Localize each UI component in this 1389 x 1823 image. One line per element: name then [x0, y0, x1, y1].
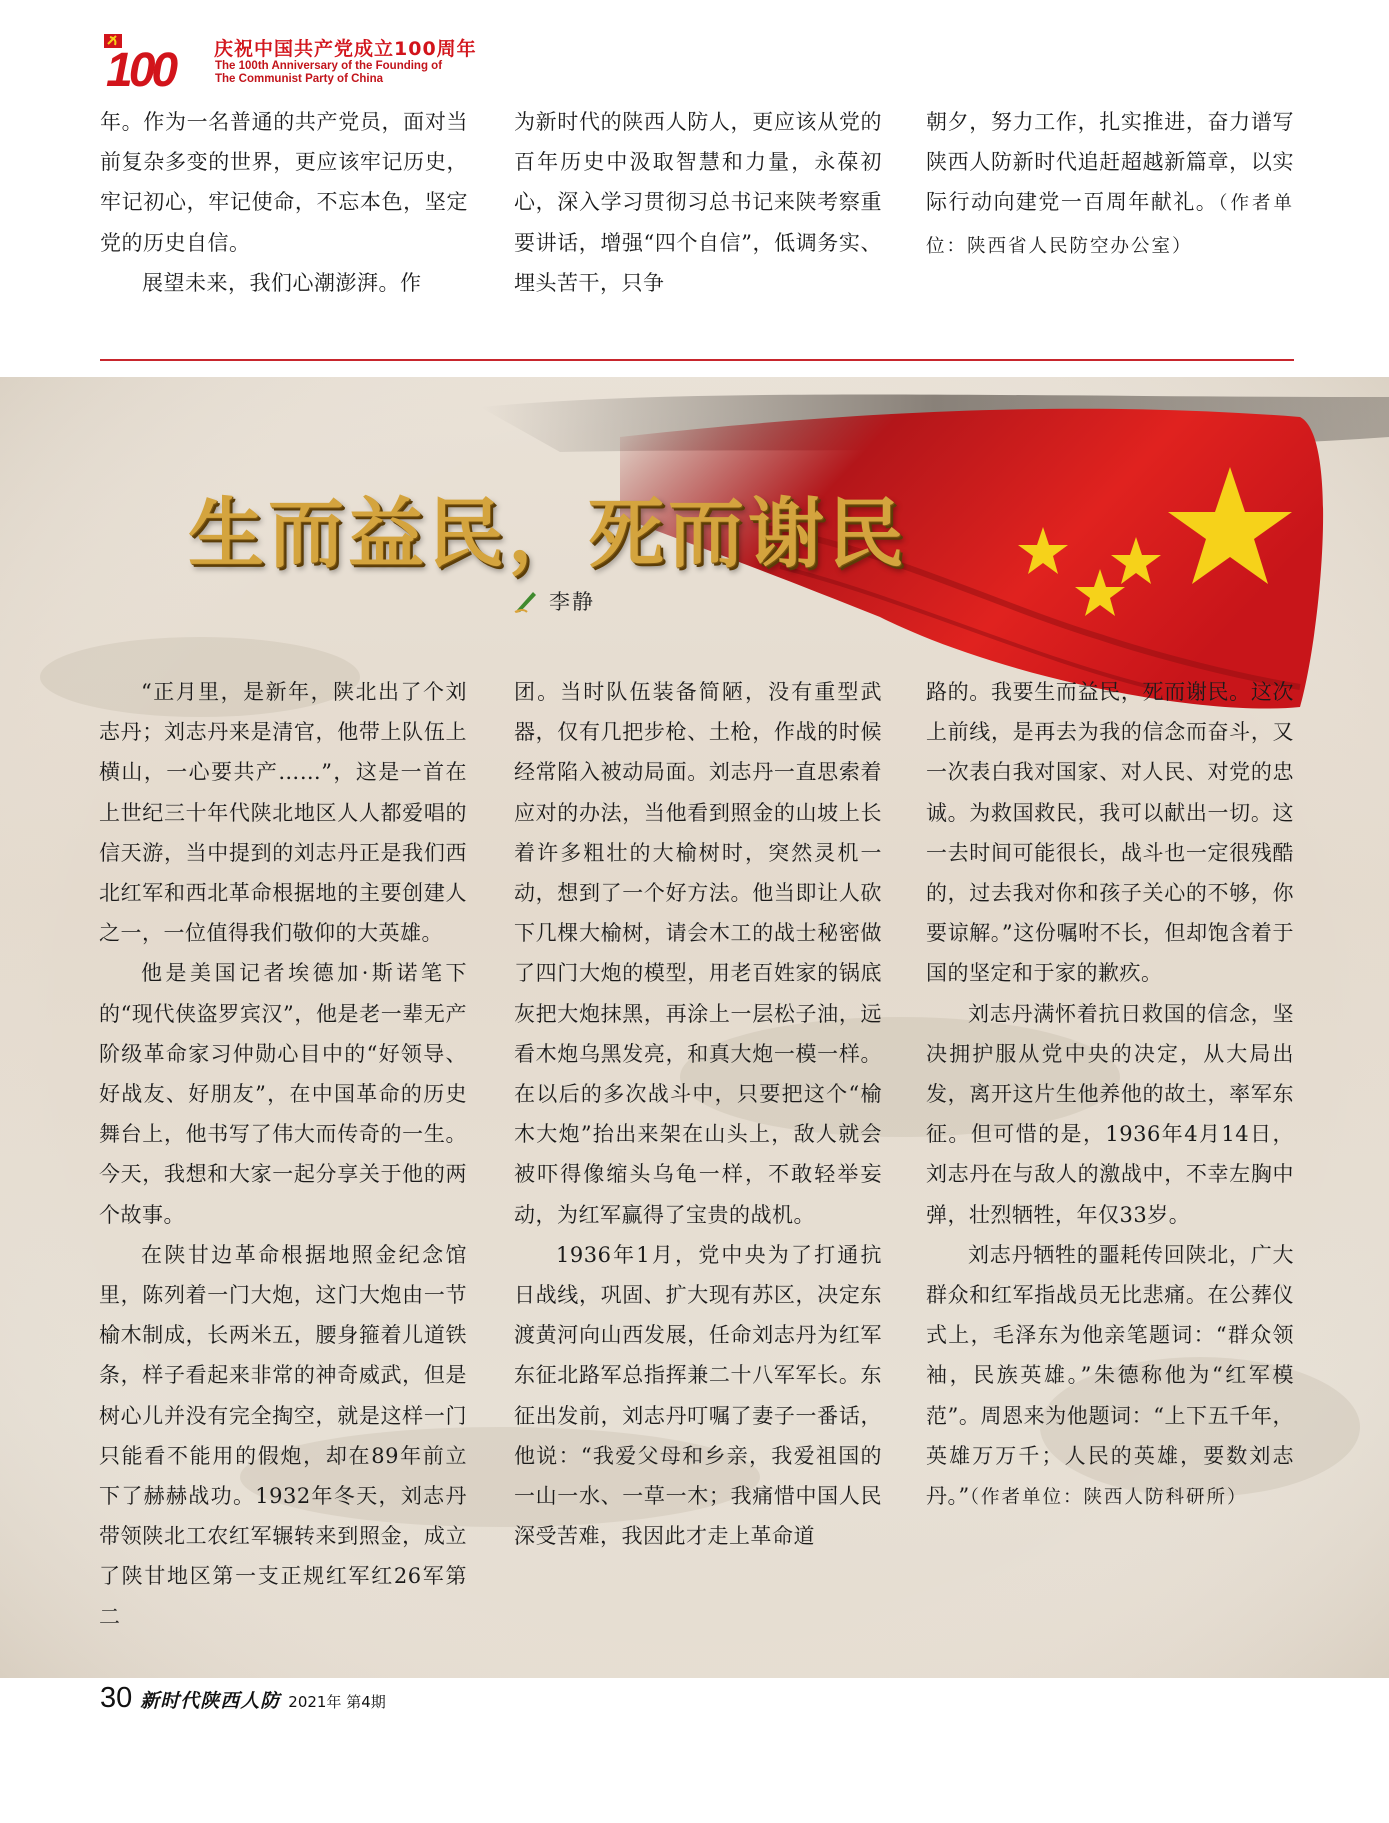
issue-label: 2021年 第4期	[288, 1693, 386, 1711]
page-number: 30	[100, 1682, 133, 1714]
article-col-3	[926, 672, 1294, 1518]
section-divider	[100, 359, 1294, 361]
anniversary-100-logo	[102, 30, 212, 92]
prev-article-col-3	[926, 102, 1294, 267]
paragraph: 团。当时队伍装备简陋，没有重型武器，仅有几把步枪、土枪，作战的时候经常陷入被动局面。刘志丹一直思索着应对的办法，当他看到照金的山坡上长着许多粗壮的大榆树时，突然灵机一动，想到了一个好方法。他当即让人砍下几棵大榆树，请会木工的战士秘密做了四门大炮的模型，用老百姓家的锅底灰把大炮抹黑，再涂上一层松子油，远看木炮乌黑发亮，和真大炮一模一样。在以后的多次战斗中，只要把这个“榆木大炮”抬出来架在山头上，敌人就会被吓得像缩头乌龟一样，不敢轻举妄动，为红军赢得了宝贵的战机。	[514, 680, 882, 1227]
author-name: 李静	[549, 590, 595, 614]
page-footer	[100, 1682, 386, 1715]
paragraph: 刘志丹满怀着抗日救国的信念，坚决拥护服从党中央的决定，从大局出发，离开这片生他养他的故土，率军东征。但可惜的是，1936年4月14日，刘志丹在与敌人的激战中，不幸左胸中弹，壮烈牺牲，年仅33岁。	[926, 1001, 1294, 1227]
author-affiliation: （作者单位：陕西省人民防空办公室）	[926, 193, 1294, 257]
article-title: 生而益民，死而谢民	[188, 489, 908, 578]
author-affiliation: （作者单位：陕西人防科研所）	[969, 1487, 1248, 1509]
prev-article-col-1	[100, 102, 468, 303]
paragraph	[926, 1235, 1294, 1518]
paragraph	[926, 102, 1294, 267]
magazine-name: 新时代陕西人防	[140, 1690, 281, 1712]
article-col-2	[514, 672, 882, 1556]
header-title-en-line2: The Communist Party of China	[215, 73, 384, 85]
paragraph: “正月里，是新年，陕北出了个刘志丹；刘志丹来是清官，他带上队伍上横山，一心要共产……”，这是一首在上世纪三十年代陕北地区人人都爱唱的信天游，当中提到的刘志丹正是我们西北红军和西北革命根据地的主要创建人之一，一位值得我们敬仰的大英雄。	[99, 680, 467, 946]
byline	[513, 586, 595, 616]
header-title-cn: 庆祝中国共产党成立100周年	[214, 38, 477, 60]
header-title-en-line1: The 100th Anniversary of the Founding of	[215, 60, 443, 72]
paragraph-text: 刘志丹牺牲的噩耗传回陕北，广大群众和红军指战员无比悲痛。在公葬仪式上，毛泽东为他亲笔题词：“群众领袖，民族英雄。”朱德称他为“红军模范”。周恩来为他题词：“上下五千年，英雄万万千；人民的英雄，要数刘志丹。”	[926, 1242, 1294, 1509]
paragraph: 年。作为一名普通的共产党员，面对当前复杂多变的世界，更应该牢记历史，牢记初心，牢记使命，不忘本色，坚定党的历史自信。	[100, 110, 468, 255]
logo-number: 100	[106, 44, 175, 92]
paragraph: 在陕甘边革命根据地照金纪念馆里，陈列着一门大炮，这门大炮由一节榆木制成，长两米五，腰身箍着儿道铁条，样子看起来非常的神奇威武，但是树心儿并没有完全掏空，就是这样一门只能看不能用的假炮，却在89年前立下了赫赫战功。1932年冬天，刘志丹带领陕北工农红军辗转来到照金，成立了陕甘地区第一支正规红军红26军第二	[99, 1242, 467, 1629]
prev-article-col-2	[514, 102, 882, 303]
paragraph: 1936年1月，党中央为了打通抗日战线，巩固、扩大现有苏区，决定东渡黄河向山西发展，任命刘志丹为红军东征北路军总指挥兼二十八军军长。东征出发前，刘志丹叮嘱了妻子一番话，他说：“我爱父母和乡亲，我爱祖国的一山一水、一草一木；我痛惜中国人民深受苦难，我因此才走上革命道	[514, 1242, 882, 1549]
paragraph: 展望未来，我们心潮澎湃。作	[142, 270, 422, 295]
paragraph-text: 朝夕，努力工作，扎实推进，奋力谱写陕西人防新时代追赶超越新篇章，以实际行动向建党一百周年献礼。	[926, 110, 1294, 215]
article-col-1	[99, 672, 467, 1637]
pen-icon	[513, 588, 539, 614]
paragraph: 为新时代的陕西人防人，更应该从党的百年历史中汲取智慧和力量，永葆初心，深入学习贯彻习总书记来陕考察重要讲话，增强“四个自信”，低调务实、埋头苦干，只争	[514, 110, 882, 295]
paragraph: 路的。我要生而益民，死而谢民。这次上前线，是再去为我的信念而奋斗，又一次表白我对国家、对人民、对党的忠诚。为救国救民，我可以献出一切。这一去时间可能很长，战斗也一定很残酷的，过去我对你和孩子关心的不够，你要谅解。”这份嘱咐不长，但却饱含着于国的坚定和于家的歉疚。	[926, 680, 1294, 986]
paragraph: 他是美国记者埃德加·斯诺笔下的“现代侠盗罗宾汉”，他是老一辈无产阶级革命家习仲勋心目中的“好领导、好战友、好朋友”，在中国革命的历史舞台上，他书写了伟大而传奇的一生。今天，我想和大家一起分享关于他的两个故事。	[99, 961, 467, 1227]
